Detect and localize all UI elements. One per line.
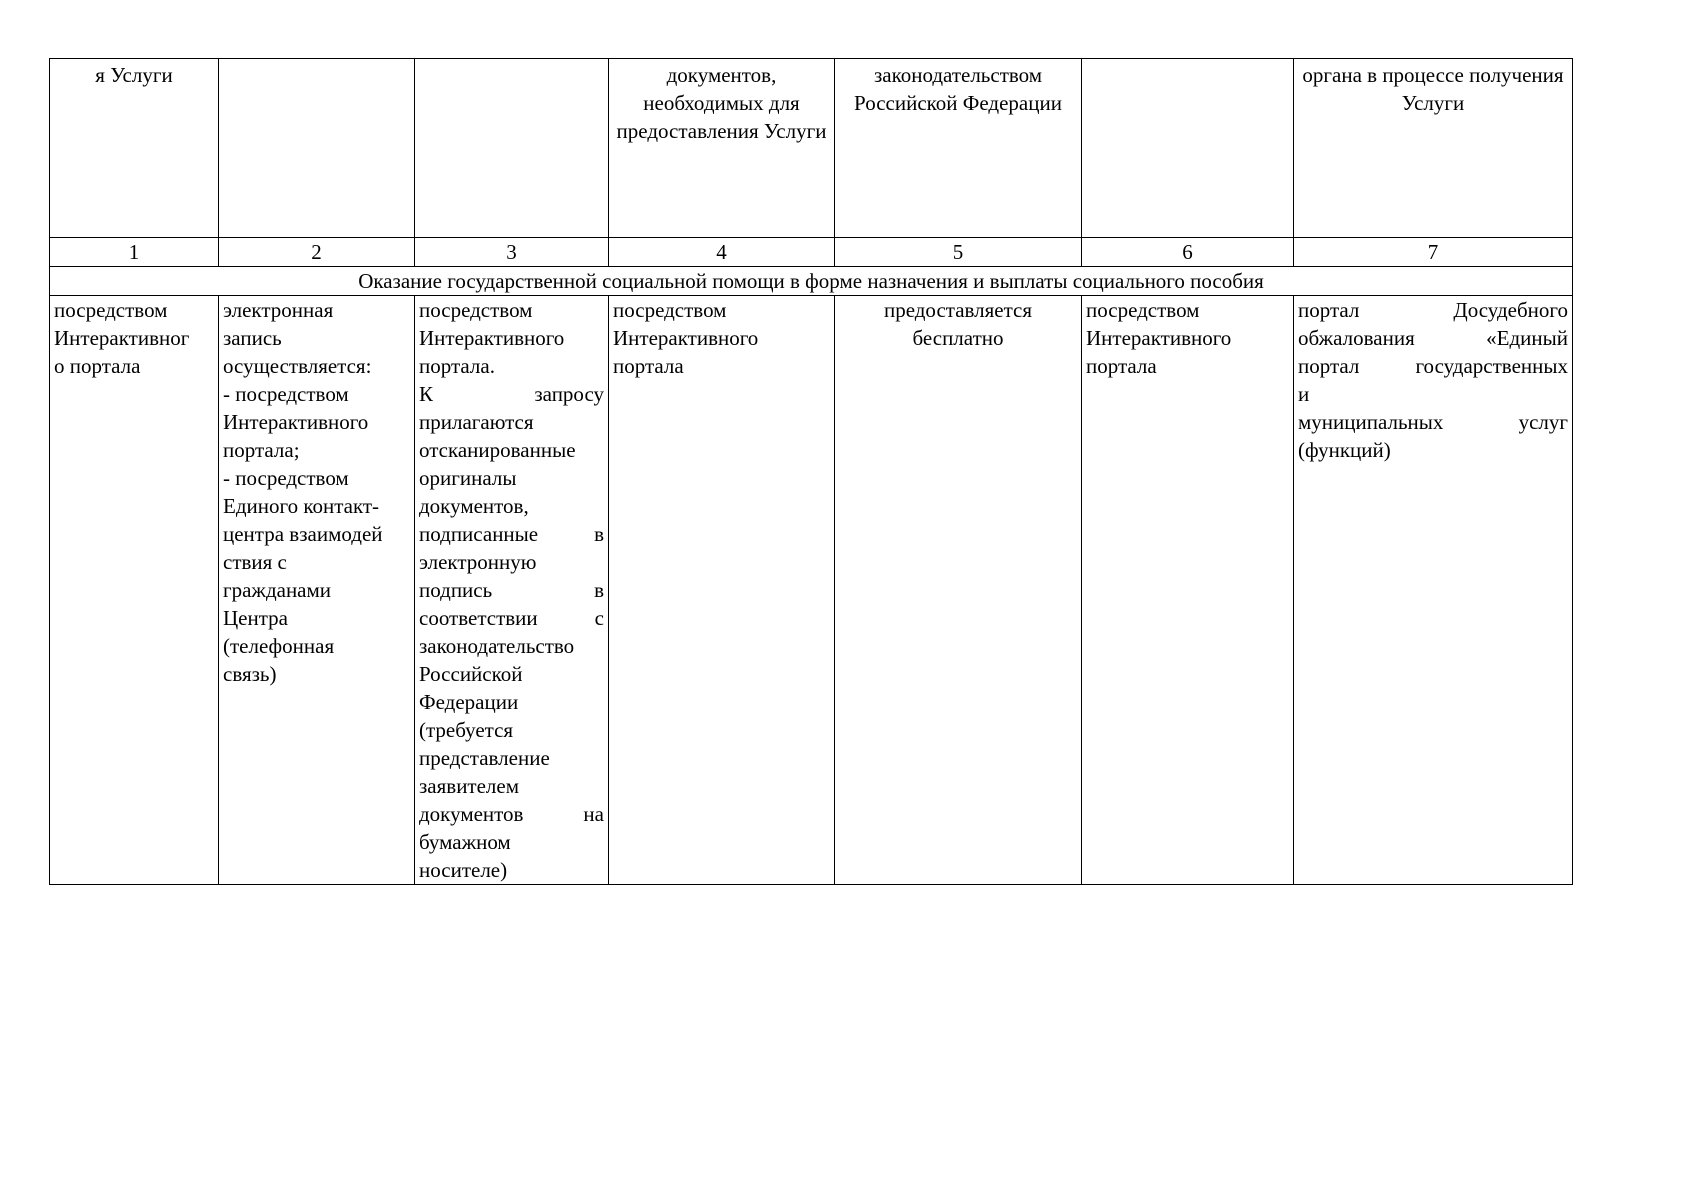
cell-line: Интерактивного	[223, 410, 369, 434]
cell-line: портал Досудебного	[1298, 298, 1568, 322]
cell-line: носителе)	[419, 858, 508, 882]
body-cell-1	[50, 296, 219, 885]
header-cell-5: законодательством Российской Федерации	[835, 59, 1082, 238]
cell-line: связь)	[223, 662, 277, 686]
column-number: 7	[1294, 238, 1573, 267]
cell-line: Интерактивного	[613, 326, 759, 350]
column-number: 1	[50, 238, 219, 267]
cell-line: осуществляется:	[223, 354, 372, 378]
cell-line: предоставляется	[883, 298, 1033, 322]
cell-line: отсканированные	[419, 438, 576, 462]
cell-line: законодательство	[419, 634, 575, 658]
cell-line: посредством	[1086, 298, 1200, 322]
column-number: 5	[835, 238, 1082, 267]
cell-line: посредством	[419, 298, 533, 322]
cell-line: заявителем	[419, 774, 520, 798]
header-cell-1: я Услуги	[50, 59, 219, 238]
body-cell-3	[415, 296, 609, 885]
column-number: 6	[1082, 238, 1294, 267]
body-cell-7	[1294, 296, 1573, 885]
cell-line: портала	[613, 354, 684, 378]
cell-line: Интерактивног	[54, 326, 190, 350]
cell-line: муниципальных услуг	[1298, 410, 1568, 434]
cell-line: подпись в	[419, 578, 604, 602]
cell-line: соответствии с	[419, 606, 604, 630]
cell-line: (функций)	[1298, 438, 1391, 462]
cell-line: запись	[223, 326, 282, 350]
section-title: Оказание государственной социальной помощи в форме назначения и выплаты социального пособия	[50, 267, 1573, 296]
cell-line: портала	[1086, 354, 1157, 378]
header-cell-4: документов, необходимых для предоставления Услуги	[609, 59, 835, 238]
body-cell-6	[1082, 296, 1294, 885]
cell-line: представление	[419, 746, 550, 770]
cell-line: - посредством	[223, 466, 349, 490]
cell-line: электронную	[419, 550, 537, 574]
header-cell-7: органа в процессе получения Услуги	[1294, 59, 1573, 238]
cell-line: документов,	[419, 494, 529, 518]
column-number-row	[50, 238, 1573, 267]
cell-line: портала;	[223, 438, 300, 462]
column-number: 3	[415, 238, 609, 267]
cell-line: и	[1298, 382, 1310, 406]
cell-line: подписанные в	[419, 522, 604, 546]
cell-line: электронная	[223, 298, 334, 322]
service-table	[49, 58, 1573, 885]
cell-line: прилагаются	[419, 410, 534, 434]
cell-line: ствия с	[223, 550, 287, 574]
cell-line: посредством	[54, 298, 168, 322]
cell-line: обжалования «Единый	[1298, 326, 1568, 350]
cell-line: портала.	[419, 354, 495, 378]
cell-line: портал государственных	[1298, 354, 1568, 378]
header-cell-6	[1082, 59, 1294, 238]
cell-line: Центра	[223, 606, 288, 630]
cell-line: Российской	[419, 662, 523, 686]
column-number: 2	[219, 238, 415, 267]
cell-line: документов на	[419, 802, 604, 826]
cell-line: гражданами	[223, 578, 332, 602]
cell-line: - посредством	[223, 382, 349, 406]
cell-line: оригиналы	[419, 466, 517, 490]
cell-line: бумажном	[419, 830, 511, 854]
cell-line: Интерактивного	[419, 326, 565, 350]
body-cell-2	[219, 296, 415, 885]
header-cell-3	[415, 59, 609, 238]
cell-line: центра взаимодей	[223, 522, 383, 546]
header-row	[50, 59, 1573, 238]
body-cell-5	[835, 296, 1082, 885]
cell-line: Единого контакт-	[223, 494, 380, 518]
cell-line: посредством	[613, 298, 727, 322]
cell-line: Федерации	[419, 690, 519, 714]
header-cell-2	[219, 59, 415, 238]
column-number: 4	[609, 238, 835, 267]
cell-line: о портала	[54, 354, 141, 378]
cell-line: бесплатно	[912, 326, 1004, 350]
cell-line: (требуется	[419, 718, 514, 742]
cell-line: К запросу	[419, 382, 604, 406]
cell-line: (телефонная	[223, 634, 335, 658]
body-cell-4	[609, 296, 835, 885]
section-row	[50, 267, 1573, 296]
cell-line: Интерактивного	[1086, 326, 1232, 350]
table-row	[50, 296, 1573, 885]
